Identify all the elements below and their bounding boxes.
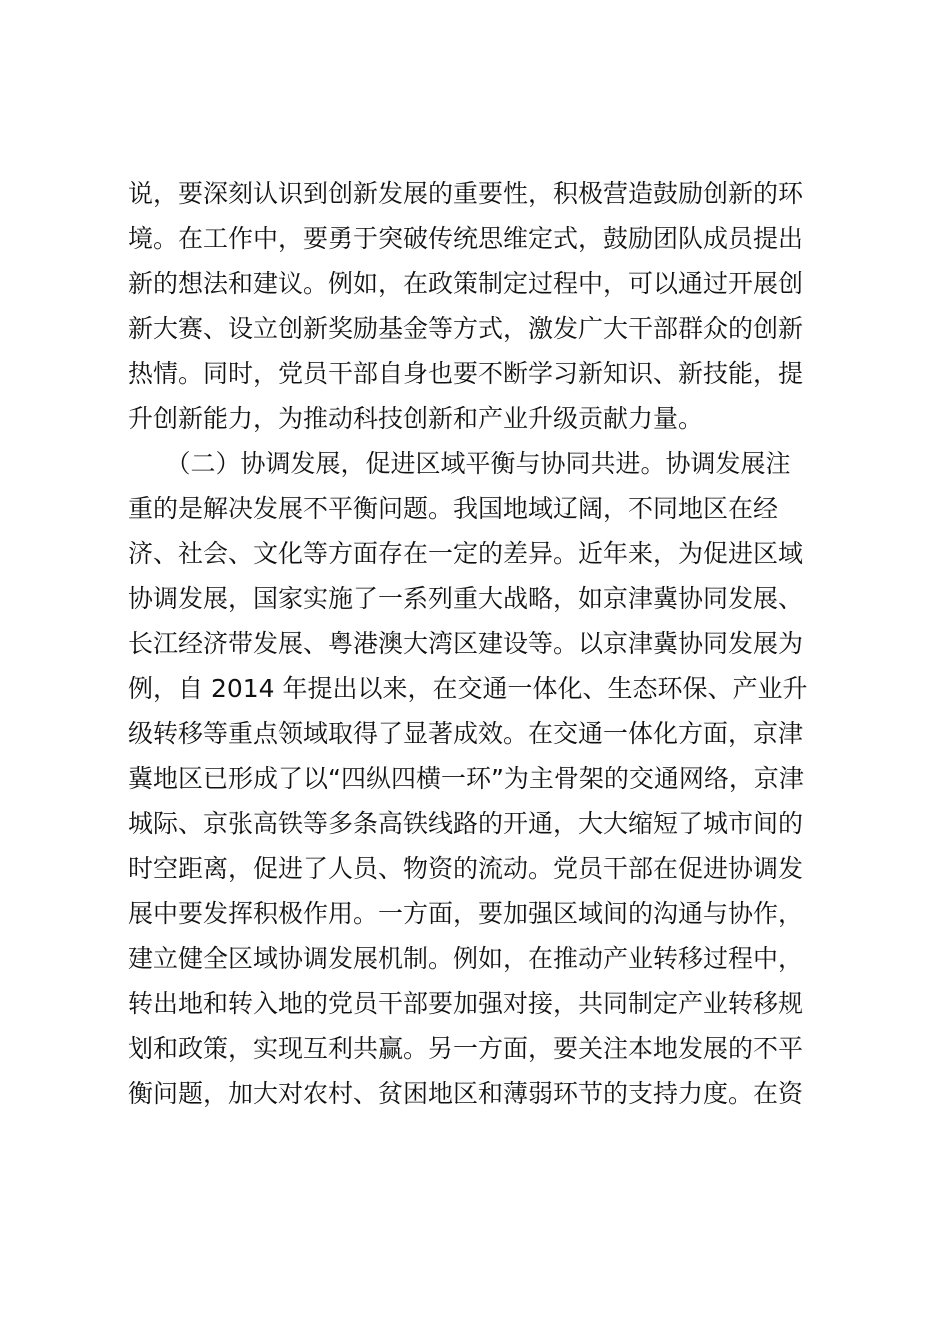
text-line: 例，自 2014 年提出以来，在交通一体化、生态环保、产业升 [128, 674, 808, 703]
text-line: 级转移等重点领域取得了显著成效。在交通一体化方面，京津 [128, 719, 804, 748]
text-line: 济、社会、文化等方面存在一定的差异。近年来，为促进区域 [128, 539, 804, 568]
text-line: 协调发展，国家实施了一系列重大战略，如京津冀协同发展、 [128, 584, 804, 613]
text-line: 长江经济带发展、粤港澳大湾区建设等。以京津冀协同发展为 [128, 629, 804, 658]
text-line: 城际、京张高铁等多条高铁线路的开通，大大缩短了城市间的 [128, 809, 804, 838]
text-line: 建立健全区域协调发展机制。例如，在推动产业转移过程中， [128, 944, 804, 973]
text-line: 划和政策，实现互利共赢。另一方面，要关注本地发展的不平 [128, 1034, 804, 1063]
text-line: 新大赛、设立创新奖励基金等方式，激发广大干部群众的创新 [128, 314, 804, 343]
text-line: 冀地区已形成了以“四纵四横一环”为主骨架的交通网络，京津 [128, 764, 804, 793]
text-line: 转出地和转入地的党员干部要加强对接，共同制定产业转移规 [128, 989, 804, 1018]
text-line: （二）协调发展，促进区域平衡与协同共进。协调发展注 [128, 449, 791, 478]
body-text [128, 171, 828, 1116]
text-line: 展中要发挥积极作用。一方面，要加强区域间的沟通与协作， [128, 899, 804, 928]
text-line: 升创新能力，为推动科技创新和产业升级贡献力量。 [128, 404, 704, 433]
text-line: 说，要深刻认识到创新发展的重要性，积极营造鼓励创新的环 [128, 179, 804, 208]
text-line: 境。在工作中，要勇于突破传统思维定式，鼓励团队成员提出 [128, 224, 804, 253]
text-line: 重的是解决发展不平衡问题。我国地域辽阔，不同地区在经 [128, 494, 779, 523]
text-line: 新的想法和建议。例如，在政策制定过程中，可以通过开展创 [128, 269, 804, 298]
text-line: 热情。同时，党员干部自身也要不断学习新知识、新技能，提 [128, 359, 804, 388]
text-line: 衡问题，加大对农村、贫困地区和薄弱环节的支持力度。在资 [128, 1079, 804, 1108]
text-line: 时空距离，促进了人员、物资的流动。党员干部在促进协调发 [128, 854, 804, 883]
